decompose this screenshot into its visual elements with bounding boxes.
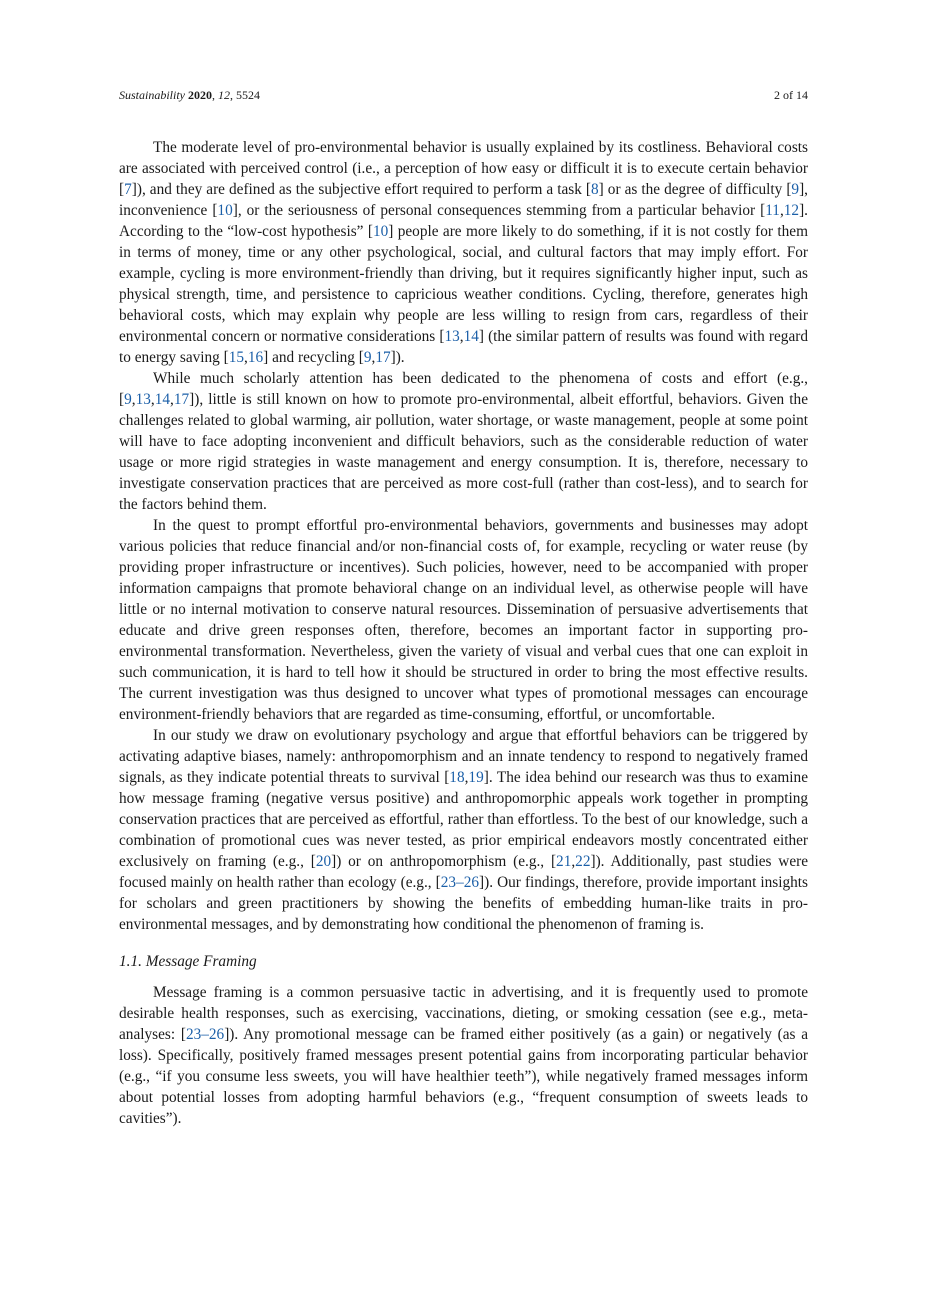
page-number: 2 of 14 [774,88,808,102]
introduction-paragraphs [119,137,808,935]
paragraph-text: ]). Any promotional message can be framed either positively (as a gain) or negatively (as a loss). Specifically, positively framed messages present potential gains from incorporating particular behavior (e.g., “if you consume less sweets, you will have healthier teeth”), while negatively framed messages inform about potential losses from adopting harmful behaviors (e.g., “frequent consumption of sweets leads to cavities”). [119,1026,808,1127]
section-paragraphs [119,982,808,1129]
paragraph-text: ]). [390,349,405,366]
paragraph-text: ]. The idea behind our research was thus to examine how message framing (negative versus positive) and anthropomorphic appeals work together in prompting conservation practices that are perceived as effortful, rather than effortless. To the best of our knowledge, such a combination of promotional cues was never tested, as prior empirical endeavors mostly concentrated either exclusively on framing (e.g., [ [119,769,808,870]
paragraph-text: , [244,349,248,366]
citation-link[interactable]: 23–26 [185,1026,225,1043]
citation-link[interactable]: 22 [575,853,591,870]
paragraph-text: ]. According to the “low-cost hypothesis” [ [119,202,808,240]
paragraph-text: , [170,391,174,408]
citation-link[interactable]: 15 [228,349,245,366]
citation-link[interactable]: 18 [449,769,465,786]
paragraph [119,515,808,725]
citation-link[interactable]: 14 [154,391,171,408]
citation-link[interactable]: 13 [135,391,151,408]
paragraph-text: , [571,853,576,870]
citation-link[interactable]: 21 [556,853,572,870]
paragraph-text: ] or as the degree of difficulty [ [598,181,792,198]
citation-link[interactable]: 7 [124,181,132,198]
journal-name: Sustainability [119,88,185,102]
paragraph-text: ]), and they are defined as the subjective effort required to perform a task [ [131,181,592,198]
citation-link[interactable]: 19 [468,769,484,786]
article-number: 5524 [236,88,260,102]
citation-link[interactable]: 10 [217,202,233,219]
paragraph-text: , [131,391,136,408]
paragraph-text: The moderate level of pro-environmental behavior is usually explained by its costliness. Behavioral costs are associated with perceived control (i.e., a perception of how easy or difficult it is to execute certain behavior [ [119,139,808,198]
paragraph-text: ] (the similar pattern of results was found with regard to energy saving [ [119,328,808,366]
journal-year: 2020 [188,88,212,102]
paragraph-text: , [464,769,469,786]
citation-link[interactable]: 16 [247,349,264,366]
citation: Sustainability 2020, 12, 5524 [119,88,260,102]
citation-link[interactable]: 23–26 [440,874,480,891]
paragraph-text: ]). Additionally, past studies were focused mainly on health rather than ecology (e.g., [ [119,853,808,891]
article-body [119,137,808,1129]
citation-link[interactable]: 17 [173,391,190,408]
citation-link[interactable]: 14 [463,328,479,345]
paragraph-text: ]). Our findings, therefore, provide important insights for scholars and green practitioners by showing the benefits of embedding human-like traits in pro-environmental messages, and by demonstrating how conditional the phenomenon of framing is. [119,874,808,933]
citation-link[interactable]: 13 [444,328,460,345]
paragraph-text: ], inconvenience [ [119,181,808,219]
citation-link[interactable]: 20 [315,853,332,870]
paragraph [119,982,808,1129]
paragraph-text: , [371,349,376,366]
section-heading: 1.1. Message Framing [119,953,257,970]
citation-link[interactable]: 8 [591,181,599,198]
citation-link[interactable]: 12 [783,202,800,219]
paragraph-text: ]) or on anthropomorphism (e.g., [ [331,853,557,870]
paragraph-text: ] people are more likely to do something, if it is not costly for them in terms of money, time or any other psychological, social, and cultural factors that may imply effort. For example, cycling is more environment-friendly than driving, but it requires significantly higher input, such as physical strength, time, and persistence to capricious weather conditions. Cycling, therefore, generates high behavioral costs, which may explain why people are less willing to resign from cars, regardless of their environmental concern or normative considerations [ [119,223,808,345]
paragraph [119,137,808,368]
paragraph-text: ]), little is still known on how to promote pro-environmental, albeit effortful, behaviors. Given the challenges related to global warming, air pollution, water shortage, or waste management, people at some point will have to face adopting inconvenient and difficult behaviors, such as the considerable reduction of water usage or more rigid strategies in waste management and energy consumption. It is, therefore, necessary to investigate conservation practices that are perceived as more cost-full (rather than cost-less), and to search for the factors behind them. [119,391,808,513]
citation-link[interactable]: 11 [765,202,780,219]
citation-link[interactable]: 9 [791,181,800,198]
paragraph [119,725,808,935]
citation-link[interactable]: 10 [372,223,389,240]
paragraph-text: , [459,328,464,345]
page-header [119,87,808,103]
citation-link[interactable]: 9 [124,391,132,408]
citation-link[interactable]: 17 [375,349,391,366]
paragraph-text: In our study we draw on evolutionary psychology and argue that effortful behaviors can be triggered by activating adaptive biases, namely: anthropomorphism and an innate tendency to respond to negatively framed signals, as they indicate potential threats to survival [ [119,727,808,786]
paragraph-text: , [779,202,784,219]
paragraph-text: Message framing is a common persuasive tactic in advertising, and it is frequently used to promote desirable health responses, such as exercising, vaccinations, dieting, or smoking cessation (see e.g., meta-analyses: [ [119,984,808,1043]
paragraph-text: While much scholarly attention has been dedicated to the phenomena of costs and effort (e.g., [ [119,370,808,408]
journal-volume: 12 [218,88,230,102]
paragraph-text: , [150,391,155,408]
paragraph-text: ] and recycling [ [263,349,364,366]
paragraph-text: In the quest to prompt effortful pro-environmental behaviors, governments and businesses may adopt various policies that reduce financial and/or non-financial costs of, for example, recycling or water reuse (by providing proper infrastructure or incentives). Such policies, however, need to be accompanied with proper information campaigns that promote behavioral change on an individual level, as otherwise people will have little or no internal motivation to conserve natural resources. Dissemination of persuasive advertisements that educate and drive green responses often, therefore, becomes an important factor in supporting pro-environmental transformation. Nevertheless, given the variety of visual and verbal cues that one can exploit in such communication, it is hard to tell how it should be structured in order to bring the most effective results. The current investigation was thus designed to uncover what types of promotional messages can encourage environment-friendly behaviors that are regarded as time-consuming, effortful, or uncomfortable. [119,517,808,723]
citation-link[interactable]: 9 [363,349,372,366]
paragraph [119,368,808,515]
paragraph-text: ], or the seriousness of personal consequences stemming from a particular behavior [ [232,202,766,219]
